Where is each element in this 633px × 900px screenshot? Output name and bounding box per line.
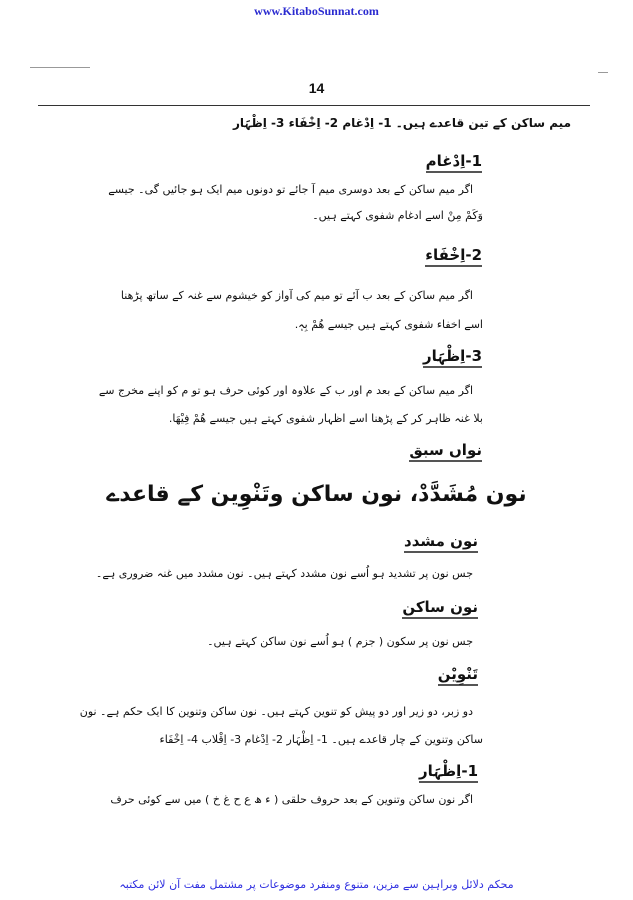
header-divider <box>38 105 590 106</box>
paragraph-line: وَکَمْ مِنْ اسے ادغام شفوی کہتے ہیں۔ <box>312 209 483 222</box>
scan-speck <box>30 67 90 68</box>
scan-speck <box>598 72 608 73</box>
paragraph-line: اگر میم ساکن کے بعد دوسری میم آ جائے تو دونوں میم ایک ہو جائیں گی۔ جیسے <box>108 183 473 196</box>
paragraph-line: جس نون پر سکون ( جزم ) ہو اُسے نون ساکن کہتے ہیں۔ <box>207 635 473 648</box>
paragraph-line: اگر میم ساکن کے بعد ب آئے تو میم کی آواز کو خیشوم سے غنہ کے ساتھ پڑھنا <box>120 289 473 302</box>
paragraph-line: بلا غنہ ظاہر کر کے پڑھنا اسے اظہار شفوی کہتے ہیں جیسے ھُمْ فِیْھَا. <box>168 412 483 425</box>
section-heading: 2-اِخْفَاء <box>425 246 482 267</box>
lesson-label: نواں سبق <box>409 441 482 462</box>
paragraph-line: اسے اخفاء شفوی کہتے ہیں جیسے ھُمْ بِہٖ. <box>294 318 483 331</box>
paragraph-line: اگر نون ساکن وتنوین کے بعد حروف حلقی ( ء ھ ع ح غ خ ) میں سے کوئی حرف <box>110 793 473 806</box>
paragraph-line: جس نون پر تشدید ہو اُسے نون مشدد کہتے ہیں۔ نون مشدد میں غنہ ضروری ہے۔ <box>95 567 473 580</box>
section-heading: نون ساکن <box>402 598 478 619</box>
section-heading: 1-اِظْہَار <box>419 762 478 783</box>
site-url-link[interactable]: www.KitaboSunnat.com <box>254 4 379 18</box>
lesson-title: نون مُشَدَّدْ، نون ساکن وتَنْوِین کے قاعدے <box>106 482 527 507</box>
intro-line: میم ساکن کے تین قاعدے ہیں۔ 1- اِدْغام 2- اِخْفَاء 3- اِظْہَار <box>233 116 571 130</box>
section-heading: 1-اِدْغام <box>426 152 482 173</box>
paragraph-line: ساکن وتنوین کے چار قاعدے ہیں۔ 1- اِظْہَار 2- اِدْغام 3- اِقْلاب 4- اِخْفَاء <box>159 733 483 746</box>
footer-tagline: محکم دلائل وبراہین سے مزین، متنوع ومنفرد موضوعات پر مشتمل مفت آن لائن مکتبہ <box>119 878 514 891</box>
section-heading: نون مشدد <box>404 532 478 553</box>
section-heading: تَنْوِیْن <box>438 665 478 686</box>
page-number: 14 <box>308 80 325 96</box>
paragraph-line: اگر میم ساکن کے بعد م اور ب کے علاوہ اور کوئی حرف ہو تو م کو اپنے مخرج سے <box>98 384 473 397</box>
paragraph-line: دو زبر، دو زیر اور دو پیش کو تنوین کہتے ہیں۔ نون ساکن وتنوین کا ایک حکم ہے۔ نون <box>79 705 473 718</box>
section-heading: 3-اِظْہَار <box>423 347 482 368</box>
